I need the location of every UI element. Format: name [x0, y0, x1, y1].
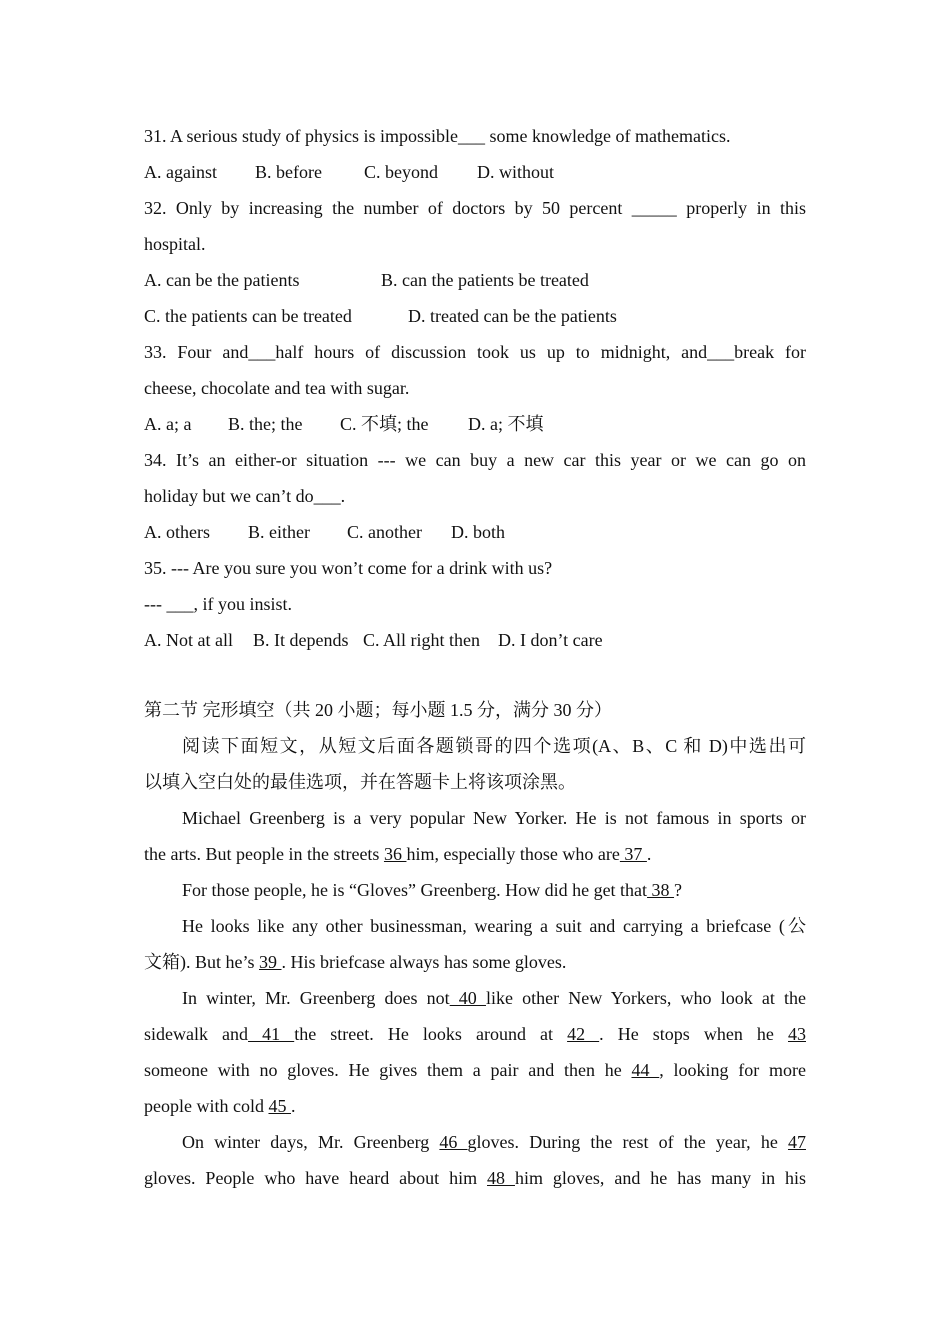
option-b: B. the; the: [228, 414, 303, 434]
blank-40: 40: [449, 988, 486, 1008]
blank-36: 36: [383, 844, 407, 864]
question-32-stem-line1: 32. Only by increasing the number of doctors by 50 percent _____ properly in this: [144, 198, 806, 218]
blank-37: 37: [619, 844, 647, 864]
option-c: C. the patients can be treated: [144, 306, 352, 326]
question-33-stem-line1: 33. Four and___half hours of discussion took us up to midnight, and___break for: [144, 342, 806, 362]
passage-p4-line3: someone with no gloves. He gives them a pair and then he 44 , looking for more: [144, 1060, 806, 1080]
question-33-stem-line2: cheese, chocolate and tea with sugar.: [144, 378, 410, 398]
question-32-options-row2: [144, 298, 806, 334]
passage-p1-line2: the arts. But people in the streets 36 him, especially those who are 37 .: [144, 844, 652, 864]
passage-p3-line1: He looks like any other businessman, wearing a suit and carrying a briefcase (公: [182, 916, 806, 936]
passage-p2: For those people, he is “Gloves” Greenberg. How did he get that 38 ?: [182, 880, 683, 900]
blank-43: 43: [788, 1024, 806, 1044]
option-d: D. I don’t care: [498, 630, 603, 650]
blank-41: 41: [248, 1024, 295, 1044]
blank-44: 44: [631, 1060, 660, 1080]
question-35-stem-line2: --- ___, if you insist.: [144, 594, 292, 614]
question-31-stem: 31. A serious study of physics is impossible___ some knowledge of mathematics.: [144, 126, 731, 146]
option-c: C. beyond: [364, 162, 438, 182]
option-c: C. another: [347, 522, 422, 542]
blank-39: 39: [259, 952, 282, 972]
option-d: D. without: [477, 162, 555, 182]
section-heading: 第二节 完形填空（共 20 小题；每小题 1.5 分，满分 30 分）: [144, 700, 612, 720]
blank-47: 47: [787, 1132, 806, 1152]
option-c: C. 不填; the: [340, 414, 429, 434]
question-34-options: [144, 514, 806, 550]
blank-38: 38: [647, 880, 675, 900]
instruction-line1: 阅读下面短文，从短文后面各题锁哥的四个选项(A、B、C 和 D)中选出可: [182, 736, 806, 756]
passage-p4-line4: people with cold 45 .: [144, 1096, 296, 1116]
passage-p3-line2: 文箱). But he’s 39 . His briefcase always has some gloves.: [144, 952, 567, 972]
question-32-options-row1: [144, 262, 806, 298]
option-a: A. others: [144, 522, 210, 542]
passage-p5-line2: gloves. People who have heard about him 48 him gloves, and he has many in his: [144, 1168, 807, 1188]
blank-42: 42: [567, 1024, 600, 1044]
option-a: A. can be the patients: [144, 270, 300, 290]
option-a: A. against: [144, 162, 217, 182]
question-31-options: [144, 154, 806, 190]
question-35-stem-line1: 35. --- Are you sure you won’t come for a drink with us?: [144, 558, 553, 578]
blank-45: 45: [268, 1096, 291, 1116]
option-b: B. can the patients be treated: [381, 270, 589, 290]
passage-p5-line1: On winter days, Mr. Greenberg 46 gloves. During the rest of the year, he 47: [182, 1132, 806, 1152]
question-34-stem-line1: 34. It’s an either-or situation --- we can buy a new car this year or we can go on: [144, 450, 806, 470]
option-b: B. either: [248, 522, 310, 542]
option-d: D. treated can be the patients: [408, 306, 617, 326]
exam-page: [144, 118, 806, 1196]
blank-46: 46: [439, 1132, 468, 1152]
option-a: A. a; a: [144, 414, 192, 434]
question-34-stem-line2: holiday but we can’t do___.: [144, 486, 346, 506]
passage-p1-line1: Michael Greenberg is a very popular New Yorker. He is not famous in sports or: [182, 808, 806, 828]
passage-p4-line2: sidewalk and 41 the street. He looks around at 42 . He stops when he 43: [144, 1024, 806, 1044]
option-c: C. All right then: [363, 630, 480, 650]
question-32-stem-line2: hospital.: [144, 234, 206, 254]
option-a: A. Not at all: [144, 630, 233, 650]
blank-48: 48: [487, 1168, 515, 1188]
option-b: B. It depends: [253, 630, 349, 650]
option-d: D. both: [451, 522, 505, 542]
instruction-line2: 以填入空白处的最佳选项，并在答题卡上将该项涂黑。: [144, 772, 576, 792]
option-b: B. before: [255, 162, 322, 182]
question-35-options: [144, 622, 806, 658]
option-d: D. a; 不填: [468, 414, 544, 434]
question-33-options: [144, 406, 806, 442]
passage-p4-line1: In winter, Mr. Greenberg does not 40 like other New Yorkers, who look at the: [182, 988, 806, 1008]
